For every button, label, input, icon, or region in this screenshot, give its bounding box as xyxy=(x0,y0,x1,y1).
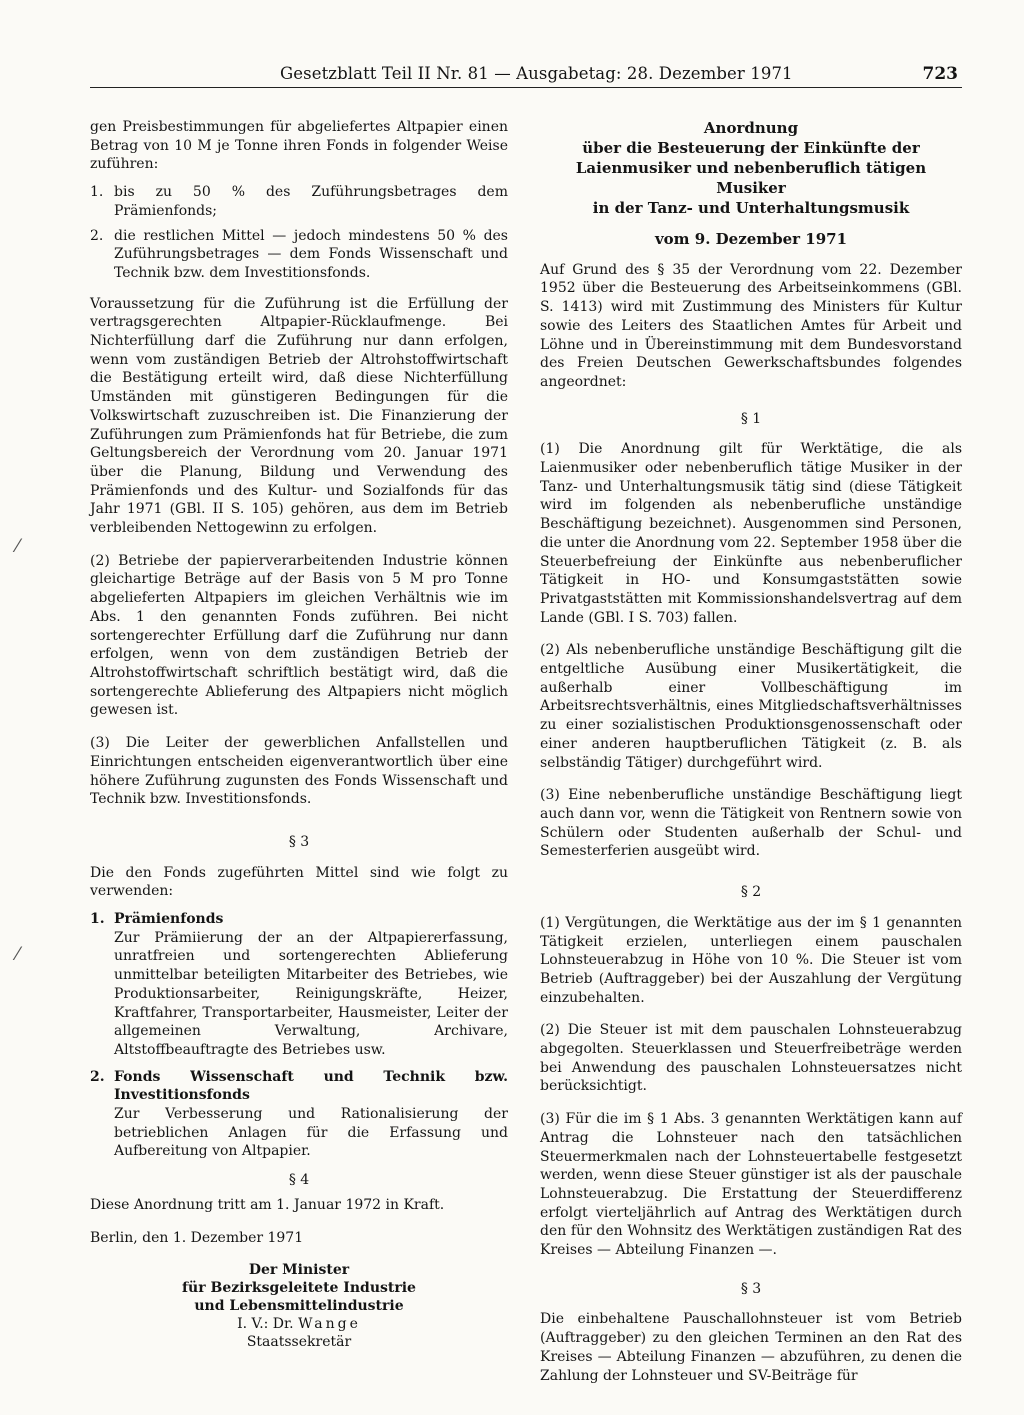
title-line: in der Tanz- und Unterhaltungsmusik xyxy=(592,199,910,217)
list-text: bis zu 50 % des Zuführungsbetrages dem Prämienfonds; xyxy=(114,184,508,219)
signature-block xyxy=(90,1261,508,1351)
ordinance-date: vom 9. Dezember 1971 xyxy=(654,230,848,248)
title-line: Laienmusiker und nebenberuflich tätigen Musiker xyxy=(575,159,927,197)
list-number: 2. xyxy=(90,227,104,244)
list-item xyxy=(90,227,508,283)
list-item xyxy=(90,183,508,220)
list-text: die restlichen Mittel — jedoch mindestens 50 % des Zuführungsbetrages — dem Fonds Wissenschaft und Technik bzw. dem Investitionsfonds. xyxy=(114,227,508,281)
paragraph-2: (2) Betriebe der papierverarbeitenden Industrie können gleichartige Beträge auf der Basis von 5 M pro Tonne abgelieferten Altpapiers im gleichen Verhältnis wie im Abs. 1 den genannten Fonds zuführen. Bei nicht sortengerechter Erfüllung darf die Zuführung nur dann erfolgen, wenn von dem zuständigen Betrieb der Altrohstoffwirtschaft schriftlich bestätigt wird, daß die sortengerechte Ablieferung des Altpapiers nicht möglich gewesen ist. xyxy=(90,552,508,719)
page-header xyxy=(90,62,962,88)
ordinance-title xyxy=(540,118,962,218)
section-heading-4: § 4 xyxy=(288,1172,310,1189)
fund-text: Zur Prämiierung der an der Altpapiererfassung, unratfreien und sortengerechten Ablieferung unmittelbar beteiligten Mitarbeiter des Betriebes, wie Produktionsarbeiter, Reinigungskräfte, Heizer, Kraftfahrer, Transportarbeiter, Hausmeister, Leiter der allgemeinen Verwaltung, Archivare, Altstoffbeauftragte des Betriebes usw. xyxy=(114,929,508,1058)
fund-number: 2. xyxy=(90,1068,105,1085)
fund-title: Fonds Wissenschaft und Technik bzw. Investitionsfonds xyxy=(114,1068,508,1104)
running-title: Gesetzblatt Teil II Nr. 81 — Ausgabetag: 28. Dezember 1971 xyxy=(280,64,793,83)
place-date: Berlin, den 1. Dezember 1971 xyxy=(90,1229,304,1246)
section-heading-2: § 2 xyxy=(740,884,762,901)
signature-line: Der Minister xyxy=(248,1262,350,1279)
section-2-paragraph-2: (2) Die Steuer ist mit dem pauschalen Lohnsteuerabzug abgegolten. Steuerklassen und Steuerfreibeträge werden bei Anwendung des pauschalen Lohnsteuersatzes nicht berücksichtigt. xyxy=(540,1022,962,1095)
signature-line: und Lebensmittelindustrie xyxy=(194,1298,404,1315)
section-1-paragraph-2: (2) Als nebenberufliche unständige Beschäftigung gilt die entgeltliche Ausübung einer Musikertätigkeit, die außerhalb einer Vollbeschäftigung im Arbeitsrechtsverhältnis, eines Mitgliedschaftsverhältnisses zu einer sozialistischen Produktionsgenossenschaft oder einer anderen hauptberuflichen Tätigkeit (z. B. als selbständig Tätiger) durchgeführt wird. xyxy=(540,642,962,771)
signature-name: Wange xyxy=(298,1316,361,1333)
section-heading-1: § 1 xyxy=(740,410,762,427)
title-line: Anordnung xyxy=(703,119,799,137)
margin-mark: ⁄ xyxy=(16,944,20,965)
header-rule xyxy=(90,87,962,88)
section-heading-3: § 3 xyxy=(288,833,310,850)
paragraph-3: (3) Die Leiter der gewerblichen Anfallstellen und Einrichtungen entscheiden eigenverantwortlich über eine höhere Zuführung zugunsten des Fonds Wissenschaft und Technik bzw. Investitionsfonds. xyxy=(90,735,508,808)
signature-role: Staatssekretär xyxy=(246,1334,352,1351)
section-2-paragraph-1: (1) Vergütungen, die Werktätige aus der im § 1 genannten Tätigkeit erzielen, unterliegen einem pauschalen Lohnsteuerabzug in Höhe von 10 %. Die Steuer ist vom Betrieb (Auftraggeber) bei der Auszahlung der Vergütung einzubehalten. xyxy=(540,914,962,1006)
list-number: 1. xyxy=(90,184,104,201)
signature-line: für Bezirksgeleitete Industrie xyxy=(182,1280,416,1297)
fund-number: 1. xyxy=(90,911,105,928)
title-line: über die Besteuerung der Einkünfte der xyxy=(582,139,920,157)
signature-deputy xyxy=(90,1315,508,1333)
left-column xyxy=(90,118,508,1351)
fund-text: Zur Verbesserung und Rationalisierung der betrieblichen Anlagen für die Erfassung und Aufbereitung von Altpapier. xyxy=(114,1106,508,1160)
section-1-paragraph-3: (3) Eine nebenberufliche unständige Beschäftigung liegt auch dann vor, wenn die Tätigkeit von Rentnern sowie von Schülern oder Studenten außerhalb der Schul- und Semesterferien ausgeübt wird. xyxy=(540,787,962,860)
intro-paragraph: gen Preisbestimmungen für abgeliefertes Altpapier einen Betrag von 10 M je Tonne ihren Fonds in folgender Weise zuführen: xyxy=(90,119,508,173)
section-4-text: Diese Anordnung tritt am 1. Januar 1972 in Kraft. xyxy=(90,1196,445,1213)
voraussetzung-paragraph: Voraussetzung für die Zuführung ist die Erfüllung der vertragsgerechten Altpapier-Rücklaufmenge. Bei Nichterfüllung darf die Zuführung nur dann erfolgen, wenn vom zuständigen Betrieb der Altrohstoffwirtschaft die Bestätigung erteilt wird, daß diese Nichterfüllung Umständen mit günstigeren Bedingungen für die Volkswirtschaft zuzuschreiben ist. Die Finanzierung der Zuführungen zum Prämienfonds hat für Betriebe, die zum Geltungsbereich der Verordnung vom 20. Januar 1971 über die Planung, Bildung und Verwendung des Prämienfonds und des Kultur- und Sozialfonds für das Jahr 1971 (GBl. II S. 105) gehören, aus dem im Betrieb verbleibenden Nettogewinn zu erfolgen. xyxy=(90,295,508,537)
section-3-paragraph: Die einbehaltene Pauschallohnsteuer ist vom Betrieb (Auftraggeber) zu den gleichen Terminen an den Rat des Kreises — Abteilung Finanzen — abzuführen, zu denen die Zahlung der Lohnsteuer und SV-Beiträge für xyxy=(540,1311,962,1384)
page-number: 723 xyxy=(922,64,958,84)
fund-heading xyxy=(90,910,508,929)
preamble: Auf Grund des § 35 der Verordnung vom 22. Dezember 1952 über die Besteuerung des Arbeitseinkommens (GBl. S. 1413) wird mit Zustimmung des Ministers für Kultur sowie des Leiters des Staatlichen Amtes für Arbeit und Löhne und in Übereinstimmung mit dem Bundesvorstand des Freien Deutschen Gewerkschaftsbundes folgendes angeordnet: xyxy=(540,261,962,390)
signature-iv: I. V.: Dr. xyxy=(237,1316,294,1333)
section-2-paragraph-3: (3) Für die im § 1 Abs. 3 genannten Werktätigen kann auf Antrag die Lohnsteuer nach den tatsächlichen Steuermerkmalen nach der Lohnsteuertabelle festgesetzt werden, wenn diese Steuer günstiger ist als der pauschale Lohnsteuerabzug. Die Erstattung der Steuerdifferenz erfolgt vierteljährlich auf Antrag des Werktätigen durch den für den Wohnsitz des Werktätigen zuständigen Rat des Kreises — Abteilung Finanzen —. xyxy=(540,1111,962,1259)
margin-mark: ⁄ xyxy=(16,536,20,557)
fund-heading xyxy=(90,1068,508,1105)
right-column xyxy=(540,118,962,1394)
section-heading-3-right: § 3 xyxy=(740,1280,762,1297)
fund-title: Prämienfonds xyxy=(114,911,224,928)
section-1-paragraph-1: (1) Die Anordnung gilt für Werktätige, die als Laienmusiker oder nebenberuflich tätige Musiker in der Tanz- und Unterhaltungsmusik tätig sind (diese Tätigkeit wird im folgenden als nebenberufliche unständige Beschäftigung bezeichnet). Ausgenommen sind Personen, die unter die Anordnung vom 22. September 1958 über die Steuerbefreiung der Einkünfte aus nebenberuflicher Tätigkeit in HO- und Konsumgaststätten sowie Privatgaststätten mit Kommissionshandelsvertrag auf dem Lande (GBl. I S. 703) fallen. xyxy=(540,441,962,626)
section-3-intro: Die den Fonds zugeführten Mittel sind wie folgt zu verwenden: xyxy=(90,864,508,900)
